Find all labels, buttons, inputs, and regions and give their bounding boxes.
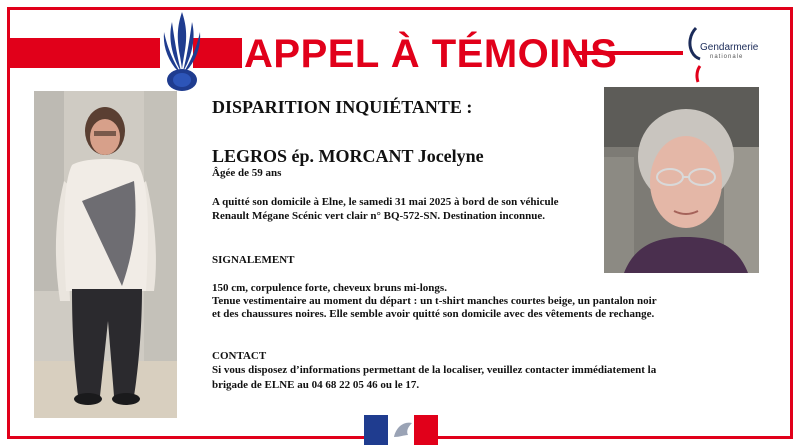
- contact-line-1: Si vous disposez d’informations permettant de la localiser, veuillez contacter immédiatement la: [212, 364, 657, 376]
- circumstances-line-1: A quitté son domicile à Elne, le samedi 31 mai 2025 à bord de son véhicule: [212, 196, 559, 208]
- gendarmerie-logo: [688, 26, 764, 86]
- red-band-left: [10, 38, 160, 68]
- signalement-line-2: Tenue vestimentaire au moment du départ : un t-shirt manches courtes beige, un pantalon noir: [212, 295, 657, 307]
- contact-title: CONTACT: [212, 350, 267, 362]
- logo-name: Gendarmerie: [700, 42, 759, 53]
- contact-line-2: brigade de ELNE au 04 68 22 05 46 ou le 17.: [212, 379, 420, 391]
- republique-francaise-logo-icon: [364, 415, 438, 445]
- page-title: APPEL À TÉMOINS: [244, 32, 618, 76]
- missing-person-age: Âgée de 59 ans: [212, 167, 282, 179]
- circumstances-line-2: Renault Mégane Scénic vert clair n° BQ-572-SN. Destination inconnue.: [212, 210, 545, 222]
- signalement-line-3: et des chaussures noires. Elle semble avoir quitté son domicile avec des vêtements de rechange.: [212, 308, 655, 320]
- signalement-line-1: 150 cm, corpulence forte, cheveux bruns mi-longs.: [212, 282, 447, 294]
- full-body-photo: [34, 91, 177, 418]
- logo-subtitle: nationale: [710, 54, 744, 60]
- missing-person-name: LEGROS ép. MORCANT Jocelyne: [212, 146, 484, 166]
- gendarmerie-flame-icon: [158, 8, 206, 92]
- notice-heading: DISPARITION INQUIÉTANTE :: [212, 97, 473, 117]
- signalement-title: SIGNALEMENT: [212, 254, 295, 266]
- portrait-photo: [604, 87, 759, 273]
